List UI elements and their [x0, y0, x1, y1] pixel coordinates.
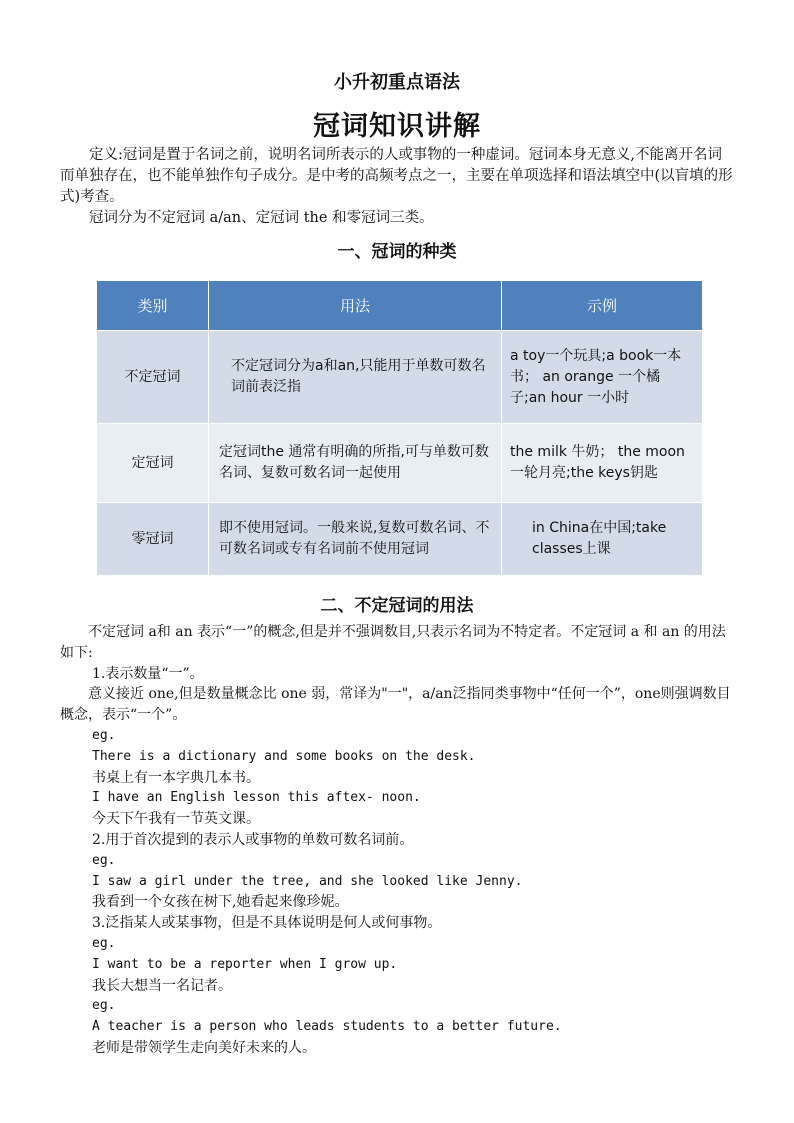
intro-paragraph: 冠词分为不定冠词 a/an、定冠词 the 和零冠词三类。 [89, 210, 434, 226]
section-heading: 二、不定冠词的用法 [320, 596, 474, 616]
table-header-example: 示例 [502, 281, 703, 331]
article-types-table [96, 280, 703, 576]
translation-line: 我看到一个女孩在树下,她看起来像珍妮。 [92, 894, 349, 911]
body-paragraph: 1.表示数量“一”。 [92, 665, 204, 682]
cell-category: 不定冠词 [97, 331, 209, 424]
table-row [97, 331, 703, 424]
translation-line: 老师是带领学生走向美好未来的人。 [92, 1039, 316, 1056]
example-line: I have an English lesson this aftex- noon. [92, 790, 421, 806]
body-paragraph: 不定冠词 a和 an 表示“一”的概念,但是并不强调数目,只表示名词为不特定者。不定冠词 a 和 an 的用法如下: [60, 624, 726, 661]
translation-line: 我长大想当一名记者。 [92, 977, 232, 994]
intro-paragraph: 定义:冠词是置于名词之前，说明名词所表示的人或事物的一种虚词。冠词本身无意义,不能离开名词而单独存在，也不能单独作句子成分。是中考的高频考点之一，主要在单项选择和语法填空中(以盲填的形式)考查。 [60, 147, 733, 205]
intro-block [60, 145, 736, 229]
example-line: eg. [92, 935, 116, 951]
body-paragraph: 2.用于首次提到的表示人或事物的单数可数名词前。 [92, 831, 414, 848]
translation-line: 今天下午我有一节英文课。 [92, 811, 260, 828]
cell-example: a toy一个玩具;a book一本书； an orange 一个橘子;an hour 一小时 [502, 331, 703, 424]
page-subtitle: 小升初重点语法 [334, 72, 460, 93]
cell-example: the milk 牛奶； the moon 一轮月亮;the keys钥匙 [502, 424, 703, 503]
section-heading: 一、冠词的种类 [337, 242, 457, 262]
cell-usage: 不定冠词分为a和an,只能用于单数可数名词前表泛指 [209, 331, 502, 424]
cell-usage: 定冠词the 通常有明确的所指,可与单数可数名词、复数可数名词一起使用 [209, 424, 502, 503]
translation-line: 书桌上有一本字典几本书。 [92, 769, 260, 786]
example-line: I saw a girl under the tree, and she looked like Jenny. [92, 873, 523, 889]
cell-category: 零冠词 [97, 503, 209, 576]
body-text [60, 622, 736, 1059]
table-header-row [97, 281, 703, 331]
example-line: eg. [92, 852, 116, 868]
body-paragraph: 3.泛指某人或某事物，但是不具体说明是何人或何事物。 [92, 915, 442, 932]
example-line: There is a dictionary and some books on the desk. [92, 748, 476, 764]
page-title: 冠词知识讲解 [313, 111, 481, 142]
example-line: eg. [92, 998, 116, 1014]
cell-category: 定冠词 [97, 424, 209, 503]
cell-example: in China在中国;take classes上课 [502, 503, 703, 576]
example-line: A teacher is a person who leads students to a better future. [92, 1019, 562, 1035]
table-row [97, 424, 703, 503]
example-line: eg. [92, 727, 116, 743]
table-header-category: 类别 [97, 281, 209, 331]
body-paragraph: 意义接近 one,但是数量概念比 one 弱，常译为"一"，a/an泛指同类事物中“任何一个”，one则强调数目概念，表示“一个”。 [60, 686, 731, 724]
cell-usage: 即不使用冠词。一般来说,复数可数名词、不可数名词或专有名词前不使用冠词 [209, 503, 502, 576]
example-line: I want to be a reporter when I grow up. [92, 956, 398, 972]
table-row [97, 503, 703, 576]
table-header-usage: 用法 [209, 281, 502, 331]
